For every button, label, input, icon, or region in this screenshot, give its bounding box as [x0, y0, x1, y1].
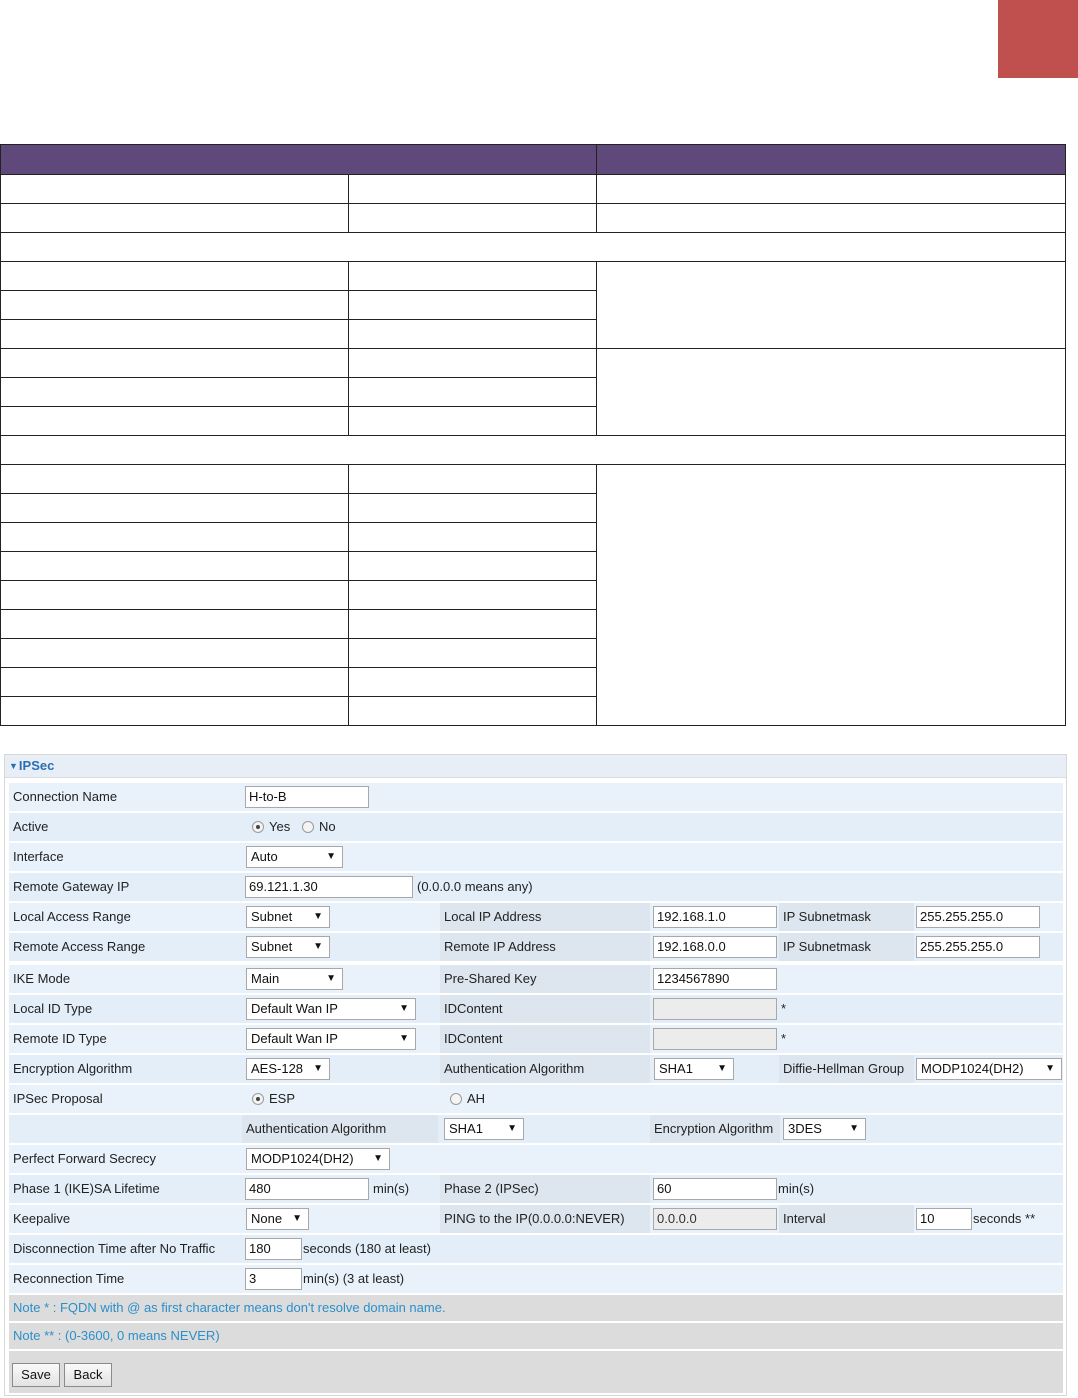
- note-interval: Note ** : (0-3600, 0 means NEVER): [9, 1323, 1063, 1349]
- pfs-select[interactable]: [246, 1148, 390, 1170]
- proposal-row: [9, 1085, 1063, 1113]
- proposal-auth-select[interactable]: [444, 1118, 524, 1140]
- dh-group-label: Diffie-Hellman Group: [779, 1055, 914, 1083]
- reconnect-row: [9, 1265, 1063, 1293]
- remote-mask-input[interactable]: 255.255.255.0: [916, 936, 1040, 958]
- local-access-value: Subnet: [251, 909, 293, 924]
- interval-label: Interval: [779, 1205, 914, 1233]
- disconnect-hint: seconds (180 at least): [303, 1241, 431, 1256]
- phase2-input[interactable]: 60: [653, 1178, 777, 1200]
- reconnect-hint: min(s) (3 at least): [303, 1271, 405, 1286]
- dropdown-arrow-icon: ▼: [373, 1153, 383, 1164]
- local-mask-label: IP Subnetmask: [779, 903, 914, 931]
- encryption-select[interactable]: [246, 1058, 330, 1080]
- phase2-label: Phase 2 (IPSec): [440, 1175, 650, 1203]
- auth-algorithm-value: SHA1: [659, 1061, 693, 1076]
- table-section-row: [1, 436, 1066, 465]
- table-section-row: [1, 233, 1066, 262]
- reconnect-input[interactable]: 3: [245, 1268, 302, 1290]
- proposal-label: IPSec Proposal: [13, 1091, 103, 1106]
- disconnect-label: Disconnection Time after No Traffic: [13, 1241, 216, 1256]
- remote-ip-label: Remote IP Address: [440, 933, 650, 961]
- active-yes-label: Yes: [269, 819, 291, 834]
- dropdown-arrow-icon: ▼: [326, 973, 336, 984]
- active-no-label: No: [319, 819, 336, 834]
- table-row: [1, 349, 1066, 378]
- remote-idcontent-mark: *: [781, 1031, 787, 1046]
- local-ip-label: Local IP Address: [440, 903, 650, 931]
- local-access-row: [9, 903, 1063, 931]
- dropdown-arrow-icon: ▼: [326, 851, 336, 862]
- keepalive-label: Keepalive: [13, 1211, 71, 1226]
- dh-group-select[interactable]: [916, 1058, 1062, 1080]
- phase1-lifetime-input[interactable]: 480: [245, 1178, 369, 1200]
- phase1-lifetime-unit: min(s): [373, 1181, 410, 1196]
- dropdown-arrow-icon: ▼: [313, 941, 323, 952]
- remote-access-row: [9, 933, 1063, 961]
- keepalive-value: None: [251, 1211, 283, 1226]
- active-no-radio[interactable]: [302, 821, 314, 833]
- panel-title: IPSec: [18, 758, 55, 773]
- phase1-lifetime-label: Phase 1 (IKE)SA Lifetime: [13, 1181, 160, 1196]
- local-access-select[interactable]: [246, 906, 330, 928]
- local-mask-input[interactable]: 255.255.255.0: [916, 906, 1040, 928]
- encryption-value: AES-128: [251, 1061, 304, 1076]
- remote-id-row: [9, 1025, 1063, 1053]
- remote-idcontent-input[interactable]: [653, 1028, 777, 1050]
- proposal-enc-select[interactable]: [783, 1118, 866, 1140]
- local-idcontent-label: IDContent: [440, 995, 650, 1023]
- pfs-row: [9, 1145, 1063, 1173]
- ping-label: PING to the IP(0.0.0.0:NEVER): [440, 1205, 650, 1233]
- interval-unit: seconds **: [973, 1211, 1036, 1226]
- table-row: [1, 204, 1066, 233]
- proposal-enc-label: Encryption Algorithm: [650, 1115, 780, 1143]
- table-header-cell: [1, 145, 597, 175]
- dropdown-arrow-icon: ▼: [313, 911, 323, 922]
- remote-id-select[interactable]: [246, 1028, 416, 1050]
- proposal-enc-value: 3DES: [788, 1121, 822, 1136]
- collapse-caret-icon[interactable]: ▼: [9, 761, 18, 771]
- table-row: [1, 465, 1066, 494]
- active-yes-radio[interactable]: [252, 821, 264, 833]
- interface-label: Interface: [13, 849, 64, 864]
- page-corner-tab: [998, 0, 1078, 78]
- dropdown-arrow-icon: ▼: [292, 1213, 302, 1224]
- ike-mode-row: [9, 965, 1063, 993]
- local-idcontent-input[interactable]: [653, 998, 777, 1020]
- remote-gateway-hint: (0.0.0.0 means any): [417, 879, 533, 894]
- local-id-value: Default Wan IP: [251, 1001, 338, 1016]
- pfs-value: MODP1024(DH2): [251, 1151, 354, 1166]
- lifetime-row: [9, 1175, 1063, 1203]
- interface-value: Auto: [251, 849, 278, 864]
- ike-mode-label: IKE Mode: [13, 971, 71, 986]
- note-fqdn: Note * : FQDN with @ as first character means don't resolve domain name.: [9, 1295, 1063, 1321]
- dropdown-arrow-icon: ▼: [313, 1063, 323, 1074]
- remote-id-value: Default Wan IP: [251, 1031, 338, 1046]
- phase2-unit: min(s): [778, 1181, 815, 1196]
- save-button[interactable]: Save: [12, 1363, 60, 1387]
- remote-idcontent-label: IDContent: [440, 1025, 650, 1053]
- ike-mode-value: Main: [251, 971, 280, 986]
- proposal-ah-label: AH: [467, 1091, 486, 1106]
- connection-name-label: Connection Name: [13, 789, 118, 804]
- connection-name-input[interactable]: H-to-B: [245, 786, 369, 808]
- table-row: [1, 175, 1066, 204]
- dropdown-arrow-icon: ▼: [399, 1003, 409, 1014]
- dropdown-arrow-icon: ▼: [717, 1063, 727, 1074]
- panel-header[interactable]: [5, 755, 1066, 778]
- dropdown-arrow-icon: ▼: [849, 1123, 859, 1134]
- auth-algorithm-label: Authentication Algorithm: [440, 1055, 650, 1083]
- remote-access-value: Subnet: [251, 939, 293, 954]
- reconnect-label: Reconnection Time: [13, 1271, 125, 1286]
- local-id-label: Local ID Type: [13, 1001, 93, 1016]
- local-id-select[interactable]: [246, 998, 416, 1020]
- proposal-auth-value: SHA1: [449, 1121, 483, 1136]
- dropdown-arrow-icon: ▼: [1045, 1063, 1055, 1074]
- interval-input[interactable]: 10: [916, 1208, 972, 1230]
- settings-table: [0, 144, 1066, 726]
- connection-name-row: [9, 783, 1063, 811]
- dropdown-arrow-icon: ▼: [399, 1033, 409, 1044]
- interface-row: [9, 843, 1063, 871]
- back-button[interactable]: Back: [64, 1363, 112, 1387]
- proposal-esp-label: ESP: [269, 1091, 296, 1106]
- remote-gateway-label: Remote Gateway IP: [13, 879, 130, 894]
- local-access-label: Local Access Range: [13, 909, 131, 924]
- dh-group-value: MODP1024(DH2): [921, 1061, 1024, 1076]
- ike-mode-select[interactable]: [246, 968, 343, 990]
- proposal-detail-row: [9, 1115, 1063, 1143]
- psk-input[interactable]: 1234567890: [653, 968, 777, 990]
- psk-label: Pre-Shared Key: [440, 965, 650, 993]
- dropdown-arrow-icon: ▼: [507, 1123, 517, 1134]
- local-ip-input[interactable]: 192.168.1.0: [653, 906, 777, 928]
- remote-gateway-input[interactable]: 69.121.1.30: [245, 876, 413, 898]
- table-header-cell: [597, 145, 1066, 175]
- remote-ip-input[interactable]: 192.168.0.0: [653, 936, 777, 958]
- remote-mask-label: IP Subnetmask: [779, 933, 914, 961]
- disconnect-input[interactable]: 180: [245, 1238, 302, 1260]
- disconnect-row: [9, 1235, 1063, 1263]
- encryption-label: Encryption Algorithm: [13, 1061, 133, 1076]
- proposal-esp-radio[interactable]: [252, 1093, 264, 1105]
- ipsec-panel: [4, 754, 1067, 1396]
- auth-algorithm-select[interactable]: [654, 1058, 734, 1080]
- remote-access-select[interactable]: [246, 936, 330, 958]
- pfs-label: Perfect Forward Secrecy: [13, 1151, 157, 1166]
- encryption-row: [9, 1055, 1063, 1083]
- remote-access-label: Remote Access Range: [13, 939, 146, 954]
- table-header-row: [1, 145, 1066, 175]
- interface-select[interactable]: [246, 846, 343, 868]
- local-idcontent-mark: *: [781, 1001, 787, 1016]
- keepalive-select[interactable]: [246, 1208, 309, 1230]
- proposal-auth-label: Authentication Algorithm: [242, 1115, 438, 1143]
- remote-gateway-row: [9, 873, 1063, 901]
- proposal-ah-radio[interactable]: [450, 1093, 462, 1105]
- button-bar: [9, 1351, 1063, 1393]
- local-id-row: [9, 995, 1063, 1023]
- active-label: Active: [13, 819, 49, 834]
- remote-id-label: Remote ID Type: [13, 1031, 107, 1046]
- keepalive-row: [9, 1205, 1063, 1233]
- active-row: [9, 813, 1063, 841]
- ping-input[interactable]: 0.0.0.0: [653, 1208, 777, 1230]
- table-row: [1, 262, 1066, 291]
